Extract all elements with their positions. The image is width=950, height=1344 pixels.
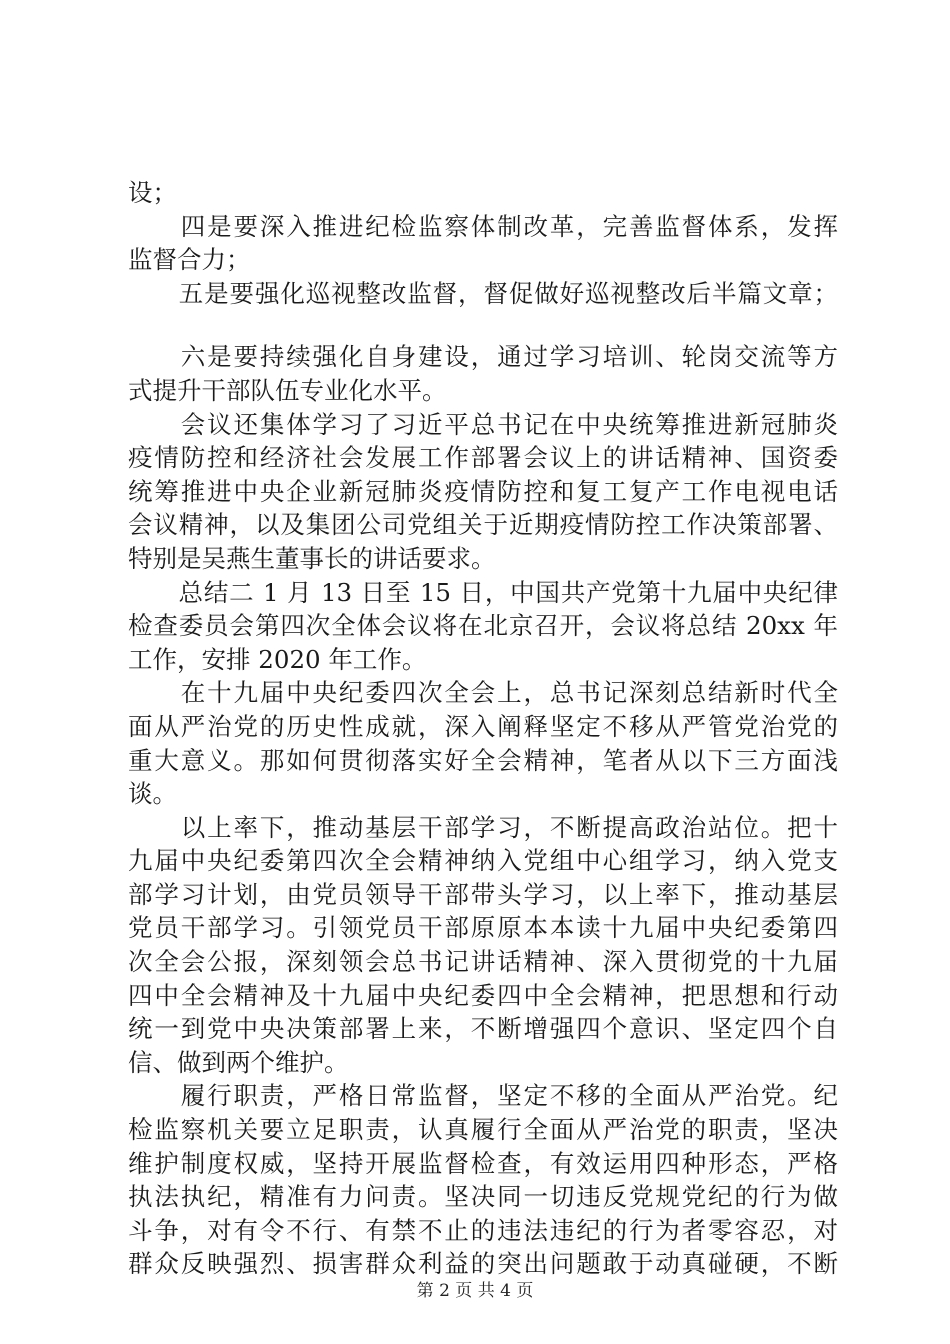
text-line: 部学习计划，由党员领导干部带头学习，以上率下，推动基层 bbox=[128, 879, 838, 909]
text-line: 疫情防控和经济社会发展工作部署会议上的讲话精神、国资委 bbox=[128, 443, 838, 473]
text-line: 面从严治党的历史性成就，深入阐释坚定不移从严管党治党的 bbox=[128, 711, 838, 741]
text-line: 检监察机关要立足职责，认真履行全面从严治党的职责，坚决 bbox=[128, 1115, 838, 1145]
text-line: 谈。 bbox=[128, 779, 177, 809]
text-line: 群众反映强烈、损害群众利益的突出问题敢于动真碰硬，不断 bbox=[128, 1249, 838, 1279]
text-line: 监督合力； bbox=[128, 245, 251, 275]
text-line: 式提升干部队伍专业化水平。 bbox=[128, 375, 447, 405]
text-line: 检查委员会第四次全体会议将在北京召开，会议将总结 20xx 年 bbox=[128, 611, 838, 641]
text-line: 次全会公报，深刻领会总书记讲话精神、深入贯彻党的十九届 bbox=[128, 947, 838, 977]
text-line: 会议精神，以及集团公司党组关于近期疫情防控工作决策部署、 bbox=[128, 510, 838, 540]
text-line: 重大意义。那如何贯彻落实好全会精神，笔者从以下三方面浅 bbox=[128, 745, 838, 775]
text-line: 在十九届中央纪委四次全会上，总书记深刻总结新时代全 bbox=[128, 678, 838, 708]
text-line: 信、做到两个维护。 bbox=[128, 1047, 349, 1077]
text-line: 工作，安排 2020 年工作。 bbox=[128, 644, 427, 674]
text-line: 四是要深入推进纪检监察体制改革，完善监督体系，发挥 bbox=[128, 211, 838, 241]
text-line: 六是要持续强化自身建设，通过学习培训、轮岗交流等方 bbox=[128, 342, 838, 372]
text-line: 党员干部学习。引领党员干部原原本本读十九届中央纪委第四 bbox=[128, 913, 838, 943]
page-footer: 第 2 页 共 4 页 bbox=[416, 1281, 534, 1301]
text-line: 设； bbox=[128, 178, 177, 207]
text-line: 斗争，对有令不行、有禁不止的违法违纪的行为者零容忍，对 bbox=[128, 1215, 838, 1245]
text-line: 会议还集体学习了习近平总书记在中央统筹推进新冠肺炎 bbox=[128, 409, 838, 439]
text-line: 执法执纪，精准有力问责。坚决同一切违反党规党纪的行为做 bbox=[128, 1182, 838, 1212]
text-line: 五是要强化巡视整改监督，督促做好巡视整改后半篇文章； bbox=[128, 278, 838, 308]
text-line: 维护制度权威，坚持开展监督检查，有效运用四种形态，严格 bbox=[128, 1148, 838, 1178]
text-line: 九届中央纪委第四次全会精神纳入党组中心组学习，纳入党支 bbox=[128, 846, 838, 876]
blank-line bbox=[128, 310, 838, 340]
text-line: 总结二 1 月 13 日至 15 日，中国共产党第十九届中央纪律 bbox=[128, 577, 838, 607]
text-line: 履行职责，严格日常监督，坚定不移的全面从严治党。纪 bbox=[128, 1081, 838, 1111]
text-line: 统筹推进中央企业新冠肺炎疫情防控和复工复产工作电视电话 bbox=[128, 476, 838, 506]
text-line: 特别是吴燕生董事长的讲话要求。 bbox=[128, 543, 496, 573]
body-text bbox=[128, 176, 838, 1281]
text-line: 四中全会精神及十九届中央纪委四中全会精神，把思想和行动 bbox=[128, 980, 838, 1010]
text-line: 统一到党中央决策部署上来，不断增强四个意识、坚定四个自 bbox=[128, 1014, 838, 1044]
text-line: 以上率下，推动基层干部学习，不断提高政治站位。把十 bbox=[128, 812, 838, 842]
